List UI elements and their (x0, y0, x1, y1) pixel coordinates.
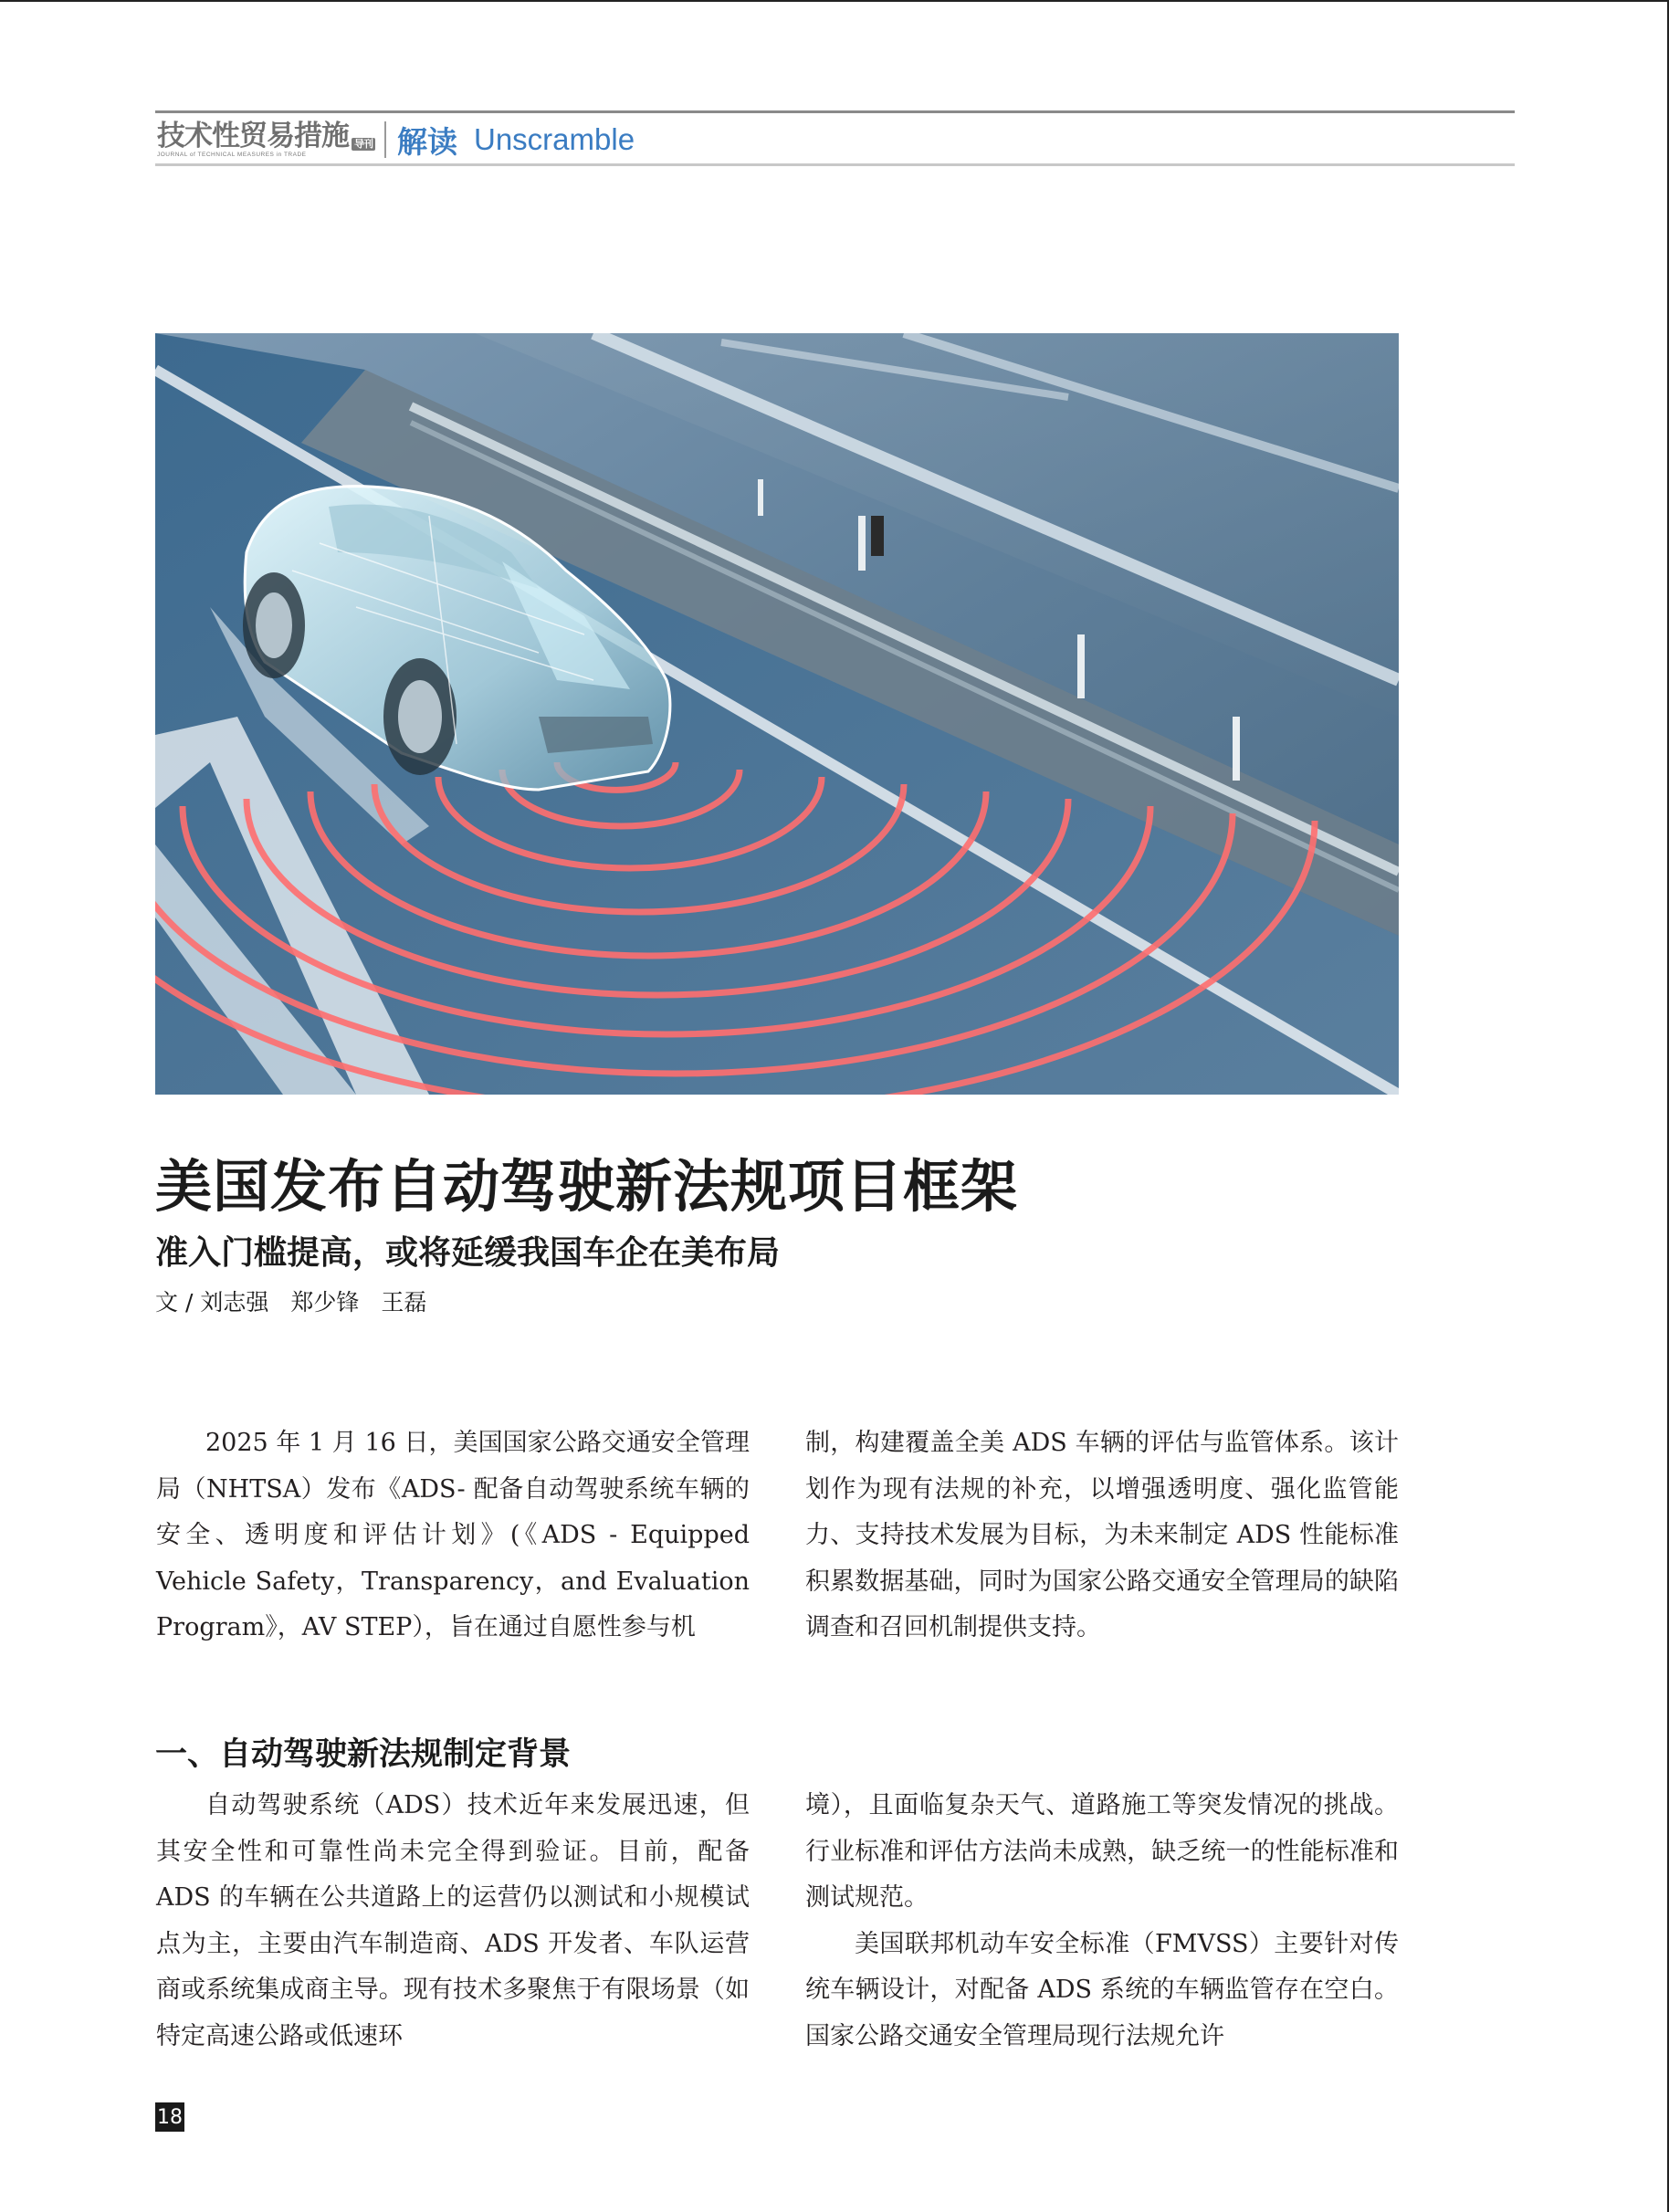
byline-author-3: 王磊 (381, 1289, 427, 1316)
body-column-left (156, 1783, 750, 2060)
journal-logo (157, 121, 375, 159)
intro-column-left (156, 1421, 750, 1651)
intro-paragraph: 2025 年 1 月 16 日，美国国家公路交通安全管理局（NHTSA）发布《ADS- 配备自动驾驶系统车辆的安全、透明度和评估计划》(《ADS - Equipped Vehicle Safety，Transparency，and Evaluation Program》，AV STEP），旨在通过自愿性参与机 (156, 1429, 750, 1642)
byline (155, 1284, 426, 1317)
journal-name: 技术性贸易措施 (157, 119, 349, 152)
byline-author-1: 文 / 刘志强 (155, 1289, 269, 1316)
journal-tag: 导刊 (352, 138, 375, 151)
hero-image (155, 333, 1399, 1095)
body-paragraph: 自动驾驶系统（ADS）技术近年来发展迅速，但其安全性和可靠性尚未完全得到验证。目前，配备 ADS 的车辆在公共道路上的运营仍以测试和小规模试点为主，主要由汽车制造商、ADS 开发者、车队运营商或系统集成商主导。现有技术多聚焦于有限场景（如特定高速公路或低速环 (156, 1791, 750, 2050)
intro-column-right (805, 1421, 1399, 1651)
body-column-right (805, 1783, 1399, 2060)
header-divider (384, 121, 386, 158)
section-heading: 一、自动驾驶新法规制定背景 (155, 1736, 572, 1773)
header-rule (155, 163, 1515, 166)
header-rule (155, 110, 1515, 113)
article-title: 美国发布自动驾驶新法规项目框架 (155, 1153, 1019, 1220)
body-paragraph-continued: 境），且面临复杂天气、道路施工等突发情况的挑战。行业标准和评估方法尚未成熟，缺乏统一的性能标准和测试规范。 (805, 1791, 1399, 1913)
body-paragraph: 美国联邦机动车安全标准（FMVSS）主要针对传统车辆设计，对配备 ADS 系统的车辆监管存在空白。国家公路交通安全管理局现行法规允许 (805, 1929, 1399, 2050)
page-number: 18 (155, 2102, 184, 2132)
page-border (0, 0, 1669, 2)
journal-english-name: JOURNAL of TECHNICAL MEASURES in TRADE (157, 151, 307, 158)
section-label-cn: 解读 (397, 123, 457, 160)
running-header (157, 119, 635, 161)
section-label-en: Unscramble (474, 122, 635, 156)
intro-paragraph-continued: 制，构建覆盖全美 ADS 车辆的评估与监管体系。该计划作为现有法规的补充，以增强透明度、强化监管能力、支持技术发展为目标，为未来制定 ADS 性能标准积累数据基础，同时为国家公路交通安全管理局的缺陷调查和召回机制提供支持。 (805, 1429, 1399, 1642)
byline-author-2: 郑少锋 (290, 1289, 360, 1316)
article-subtitle: 准入门槛提高，或将延缓我国车企在美布局 (155, 1234, 781, 1272)
